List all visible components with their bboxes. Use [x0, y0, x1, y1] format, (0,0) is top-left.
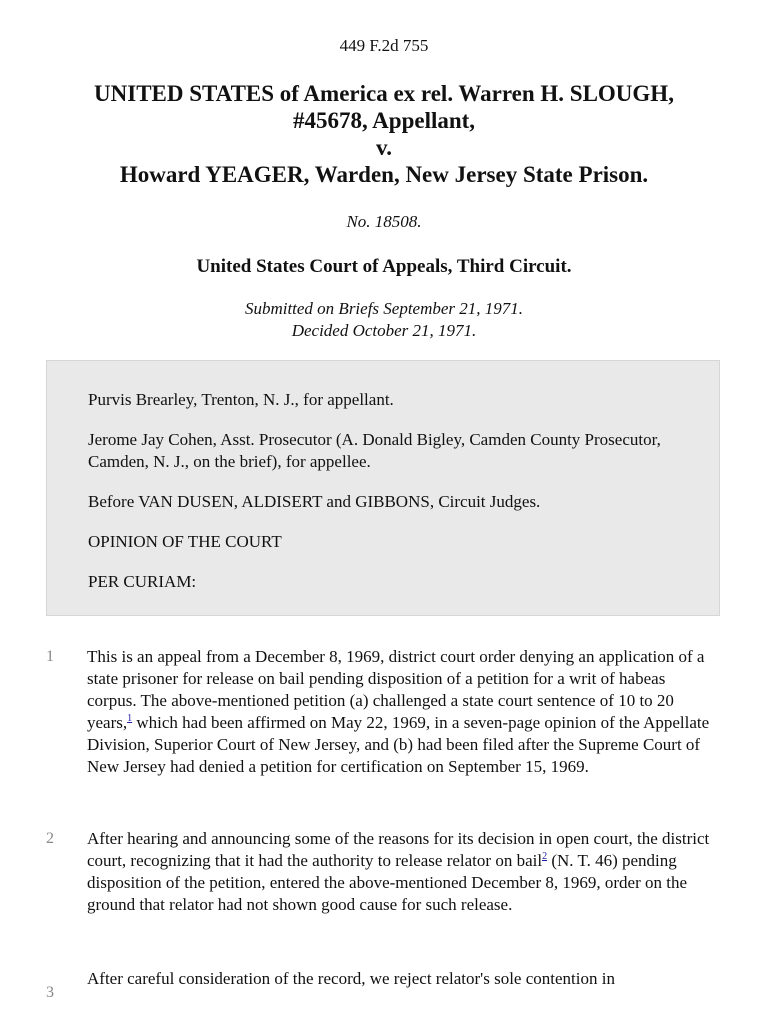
case-dates	[0, 298, 768, 342]
appellant-counsel: Purvis Brearley, Trenton, N. J., for appellant.	[88, 390, 394, 409]
paragraph-text	[87, 968, 713, 990]
paragraph-text-segment: which had been affirmed on May 22, 1969, in a seven-page opinion of the Appellate Division, Superior Court of New Jersey, and (b) had been filed after the Supreme Court of New Jersey had denied a petition for certification on September 15, 1969.	[87, 713, 710, 776]
paragraph-text-segment: After careful consideration of the record, we reject relator's sole contention in	[87, 969, 615, 988]
paragraph-text-segment: This is an appeal from a December 8, 1969, district court order denying an application of a state prisoner for release on bail pending disposition of a petition for a writ of habeas corpus. The above-mentioned petition (a) challenged a state court sentence of 10 to 20 years,	[87, 647, 705, 732]
case-citation: 449 F.2d 755	[339, 36, 429, 55]
case-title-versus: v.	[376, 135, 392, 160]
opinion-heading: OPINION OF THE COURT	[88, 532, 282, 551]
decided-date: Decided October 21, 1971.	[291, 321, 477, 340]
case-title-line: #45678, Appellant,	[292, 108, 476, 133]
paragraph-number[interactable]: 2	[46, 830, 54, 847]
paragraph-text	[87, 646, 713, 778]
paragraph-number[interactable]: 3	[46, 984, 54, 1001]
appellee-counsel: Jerome Jay Cohen, Asst. Prosecutor (A. Donald Bigley, Camden County Prosecutor, Camden, N. J., on the brief), for appellee.	[88, 430, 661, 471]
court-name: United States Court of Appeals, Third Circuit.	[196, 256, 572, 277]
footnote-link[interactable]: 1	[127, 713, 133, 724]
case-title-line: UNITED STATES of America ex rel. Warren H. SLOUGH,	[94, 81, 674, 106]
paragraph-text-segment: (N. T. 46) pending disposition of the petition, entered the above-mentioned December 8, 1969, order on the ground that relator had not shown good cause for such release.	[87, 851, 688, 914]
case-title	[20, 80, 748, 188]
submitted-date: Submitted on Briefs September 21, 1971.	[244, 299, 524, 318]
per-curiam-label: PER CURIAM:	[88, 572, 197, 591]
syllabus-box	[46, 360, 720, 616]
paragraph-number[interactable]: 1	[46, 648, 54, 665]
case-title-line: Howard YEAGER, Warden, New Jersey State Prison.	[119, 162, 649, 187]
judges-panel: Before VAN DUSEN, ALDISERT and GIBBONS, Circuit Judges.	[88, 492, 541, 511]
paragraph-text	[87, 828, 713, 916]
docket-number: No. 18508.	[346, 212, 422, 231]
paragraph-text-segment: After hearing and announcing some of the reasons for its decision in open court, the district court, recognizing that it had the authority to release relator on bail	[87, 829, 710, 870]
footnote-link[interactable]: 2	[542, 851, 548, 862]
